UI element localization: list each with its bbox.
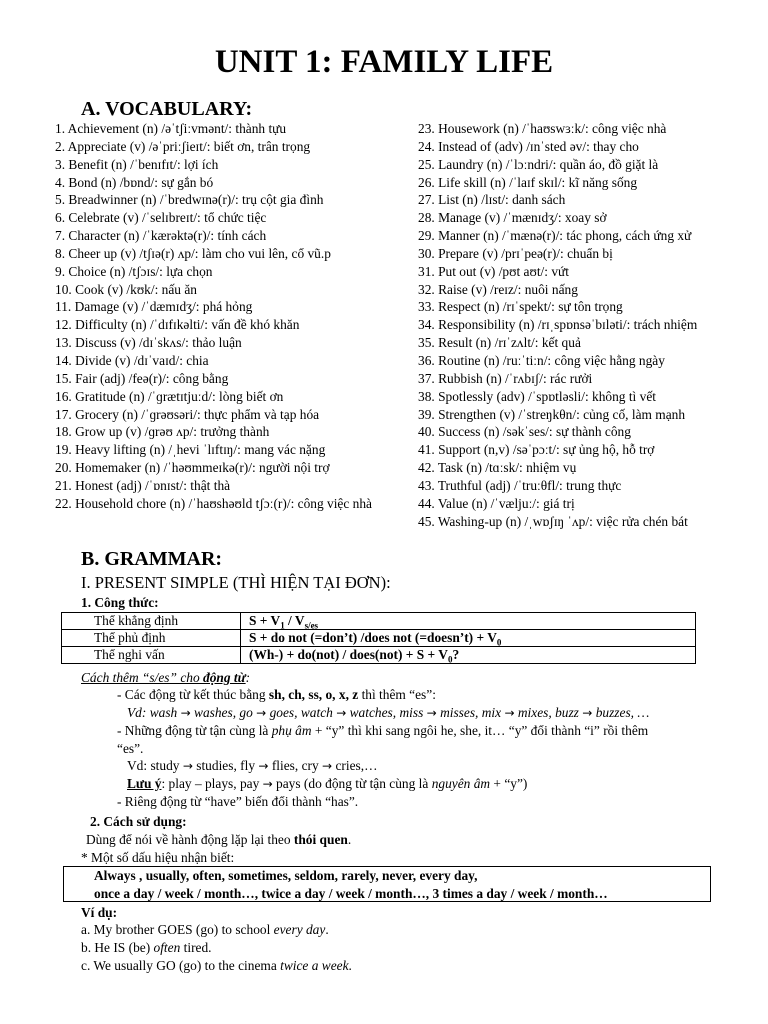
signs-heading: * Một số dấu hiệu nhận biết: [81, 850, 235, 865]
verb-base: miss [399, 705, 424, 720]
vocab-item: 26. Life skill (n) /ˈlaɪf skɪl/: kĩ năng sống [418, 174, 638, 190]
verb-base: watch [300, 705, 333, 720]
formula-text: ? [452, 647, 460, 662]
verb-form: watches [349, 705, 393, 720]
example-es-verbs: Vd: wash → washes, go → goes, watch → watches, miss → misses, mix → mixes, buzz → buzzes, … [127, 705, 650, 720]
verb-form: flies [271, 758, 295, 773]
formula-structure [241, 613, 696, 630]
formula-label: Thể nghi vấn [62, 647, 241, 664]
vocab-item: 38. Spotlessly (adv) /ˈspɒtləsli/: không tì vết [418, 388, 656, 404]
example-time-marker: every day [273, 922, 326, 937]
formula-row [62, 647, 696, 664]
vocab-item: 27. List (n) /lɪst/: danh sách [418, 192, 566, 208]
vocab-item: 17. Grocery (n) /ˈɡrəʊsəri/: thực phẩm và tạp hóa [55, 406, 320, 422]
vocab-item: 13. Discuss (v) /dɪˈskʌs/: thảo luận [55, 335, 242, 351]
formula-heading: 1. Công thức: [81, 595, 159, 610]
vocab-item: 11. Damage (v) /ˈdæmɪdʒ/: phá hỏng [55, 299, 253, 315]
rule-es-endings: - Các động từ kết thúc bằng sh, ch, ss, o, x, z thì thêm “es”: [117, 687, 436, 702]
vocab-item: 33. Respect (n) /rɪˈspekt/: sự tôn trọng [418, 299, 623, 315]
example-label: Vd: [127, 758, 151, 773]
verb-base: study [150, 758, 180, 773]
signs-box [63, 866, 711, 902]
vocab-item: 4. Bond (n) /bɒnd/: sự gắn bó [55, 174, 214, 190]
vocab-item: 5. Breadwinner (n) /ˈbredwɪnə(r)/: trụ cột gia đình [55, 192, 324, 208]
rule-have-has: - Riêng động từ “have” biến đổi thành “has”. [117, 794, 359, 809]
vocab-item: 3. Benefit (n) /ˈbenɪfɪt/: lợi ích [55, 156, 219, 172]
verb-form: mixes [517, 705, 549, 720]
vocab-item: 14. Divide (v) /dɪˈvaɪd/: chia [55, 352, 209, 368]
vocab-item: 21. Honest (adj) /ˈɒnɪst/: thật thà [55, 477, 231, 493]
formula-table [61, 612, 696, 664]
section-grammar-heading: B. GRAMMAR: [81, 548, 223, 570]
arrow-icon: → [426, 706, 437, 720]
formula-subscript: 1 [280, 620, 285, 631]
vocabulary-list-right [418, 120, 748, 530]
vocab-item: 31. Put out (v) /pʊt aʊt/: vứt [418, 263, 570, 279]
vocab-item: 42. Task (n) /tɑːsk/: nhiệm vụ [418, 460, 577, 476]
vocab-item: 19. Heavy lifting (n) /ˌhevi ˈlɪftɪŋ/: mang vác nặng [55, 442, 326, 458]
example-text: . [325, 922, 329, 937]
verb-form: studies [196, 758, 234, 773]
example-tail: , … [630, 705, 650, 720]
vocab-item: 18. Grow up (v) /ɡrəʊ ʌp/: trưởng thành [55, 424, 270, 440]
example-time-marker: twice a week [280, 958, 349, 973]
vocab-item: 15. Fair (adj) /feə(r)/: công bằng [55, 370, 229, 386]
example-label: Vd: [127, 705, 150, 720]
verb-form: goes [269, 705, 295, 720]
vocab-item: 37. Rubbish (n) /ˈrʌbɪʃ/: rác rưởi [418, 370, 593, 386]
verb-form: washes [194, 705, 233, 720]
vocab-item: 28. Manage (v) /ˈmænɪdʒ/: xoay sở [418, 210, 607, 226]
example-sentence [81, 939, 212, 957]
vocab-item: 24. Instead of (adv) /ɪnˈsted əv/: thay cho [418, 138, 639, 154]
usage-text: Dùng để nói về hành động lặp lại theo thói quen. [86, 832, 352, 847]
example-sentence [81, 957, 352, 975]
formula-structure [241, 630, 696, 647]
verb-base: wash [149, 705, 178, 720]
arrow-icon: → [336, 706, 347, 720]
vocab-item: 34. Responsibility (n) /rɪˌspɒnsəˈbɪləti/: trách nhiệm [418, 317, 698, 333]
vocab-item: 20. Homemaker (n) /ˈhəʊmmeɪkə(r)/: người nội trợ [55, 460, 330, 476]
vocab-item: 43. Truthful (adj) /ˈtruːθfl/: trung thực [418, 477, 622, 493]
page-title: UNIT 1: FAMILY LIFE [214, 44, 554, 80]
verb-base: fly [240, 758, 256, 773]
vocab-item: 22. Household chore (n) /ˈhaʊshəʊld tʃɔː(r)/: công việc nhà [55, 495, 373, 511]
verb-base: mix [481, 705, 502, 720]
add-es-heading: Cách thêm “s/es” cho động từ: [81, 670, 251, 685]
vocabulary-list-left [55, 120, 375, 513]
formula-structure [241, 647, 696, 664]
vocab-item: 32. Raise (v) /reɪz/: nuôi nấng [418, 281, 578, 297]
note-vowel-y: Lưu ý: play – plays, pay → pays (do động từ tận cùng là nguyên âm + “y”) [127, 776, 528, 791]
usage-heading: 2. Cách sử dụng: [90, 814, 187, 829]
vocab-item: 35. Result (n) /rɪˈzʌlt/: kết quả [418, 335, 581, 351]
example-text: c. We usually GO (go) to the cinema [81, 958, 281, 973]
signs-line-1: Always , usually, often, sometimes, seldom, rarely, never, every day, [94, 868, 478, 883]
formula-text: S + V [249, 613, 281, 628]
vocab-item: 6. Celebrate (v) /ˈselɪbreɪt/: tổ chức tiệc [55, 210, 267, 226]
arrow-icon: → [262, 777, 273, 791]
example-y-verbs: Vd: study → studies, fly → flies, cry → cries,… [127, 758, 378, 773]
vocab-item: 10. Cook (v) /kʊk/: nấu ăn [55, 281, 197, 297]
vocab-item: 8. Cheer up (v) /tʃɪə(r) ʌp/: làm cho vui lên, cổ vũ.p [55, 245, 331, 261]
vocab-item: 16. Gratitude (n) /ˈɡrætɪtjuːd/: lòng biết ơn [55, 388, 284, 404]
arrow-icon: → [582, 706, 593, 720]
section-vocabulary-heading: A. VOCABULARY: [81, 98, 253, 120]
verb-form: buzzes [595, 705, 631, 720]
vocab-item: 40. Success (n) /səkˈses/: sự thành công [418, 424, 631, 440]
arrow-icon: → [180, 706, 191, 720]
example-time-marker: often [153, 940, 181, 955]
formula-label: Thể khẳng định [62, 613, 241, 630]
formula-text: S + do not (=don’t) /does not (=doesn’t) + V [249, 630, 497, 645]
verb-form: cries [335, 758, 361, 773]
formula-row [62, 613, 696, 630]
formula-row [62, 630, 696, 647]
signs-line-2: once a day / week / month…, twice a day / week / month…, 3 times a day / week / month… [94, 885, 608, 901]
formula-text: / V [284, 613, 305, 628]
example-sentence [81, 921, 329, 939]
formula-subscript: 0 [447, 654, 453, 665]
formula-subscript: 0 [496, 637, 502, 648]
example-text: a. My brother GOES (go) to school [81, 922, 274, 937]
present-simple-heading: I. PRESENT SIMPLE (THÌ HIỆN TẠI ĐƠN): [81, 573, 391, 592]
vocab-item: 41. Support (n,v) /səˈpɔːt/: sự ủng hộ, hỗ trợ [418, 442, 655, 458]
vocab-item: 12. Difficulty (n) /ˈdɪfɪkəlti/: vấn đề khó khăn [55, 317, 300, 333]
vocab-item: 29. Manner (n) /ˈmænə(r)/: tác phong, cách ứng xử [418, 228, 692, 244]
example-text: . [348, 958, 352, 973]
vocab-item: 2. Appreciate (v) /əˈpriːʃieɪt/: biết ơn, trân trọng [55, 138, 311, 154]
arrow-icon: → [322, 759, 333, 773]
example-text: tired. [180, 940, 212, 955]
vocab-item: 9. Choice (n) /tʃɔɪs/: lựa chọn [55, 263, 213, 279]
arrow-icon: → [258, 759, 269, 773]
verb-base: go [239, 705, 253, 720]
verb-base: cry [301, 758, 319, 773]
vocab-item: 7. Character (n) /ˈkærəktə(r)/: tính cách [55, 228, 267, 244]
arrow-icon: → [504, 706, 515, 720]
formula-label: Thể phủ định [62, 630, 241, 647]
rule-consonant-y: - Những động từ tận cùng là phụ âm + “y” thì khi sang ngôi he, she, it… “y” đổi thành “i” rồi thêm “es”. [117, 723, 649, 756]
arrow-icon: → [256, 706, 267, 720]
vocab-item: 45. Washing-up (n) /ˌwɒʃɪŋ ˈʌp/: việc rửa chén bát [418, 513, 688, 529]
examples-heading: Ví dụ: [81, 905, 118, 920]
arrow-icon: → [182, 759, 193, 773]
vocab-item: 25. Laundry (n) /ˈlɔːndri/: quần áo, đồ giặt là [418, 156, 659, 172]
formula-subscript: s/es [304, 620, 319, 631]
vocab-item: 39. Strengthen (v) /ˈstreŋkθn/: củng cố, làm mạnh [418, 406, 686, 422]
vocab-item: 23. Housework (n) /ˈhaʊswɜːk/: công việc nhà [418, 121, 667, 136]
example-text: b. He IS (be) [81, 940, 154, 955]
formula-text: (Wh-) + do(not) / does(not) + S + V [249, 647, 448, 662]
vocab-item: 1. Achievement (n) /əˈtʃiːvmənt/: thành tựu [55, 121, 287, 136]
vocab-item: 36. Routine (n) /ruːˈtiːn/: công việc hằng ngày [418, 352, 665, 368]
example-tail: ,… [360, 758, 378, 773]
vocab-item: 30. Prepare (v) /prɪˈpeə(r)/: chuẩn bị [418, 245, 613, 261]
vocab-item: 44. Value (n) /ˈvæljuː/: giá trị [418, 495, 575, 511]
verb-form: misses [440, 705, 476, 720]
verb-base: buzz [555, 705, 579, 720]
